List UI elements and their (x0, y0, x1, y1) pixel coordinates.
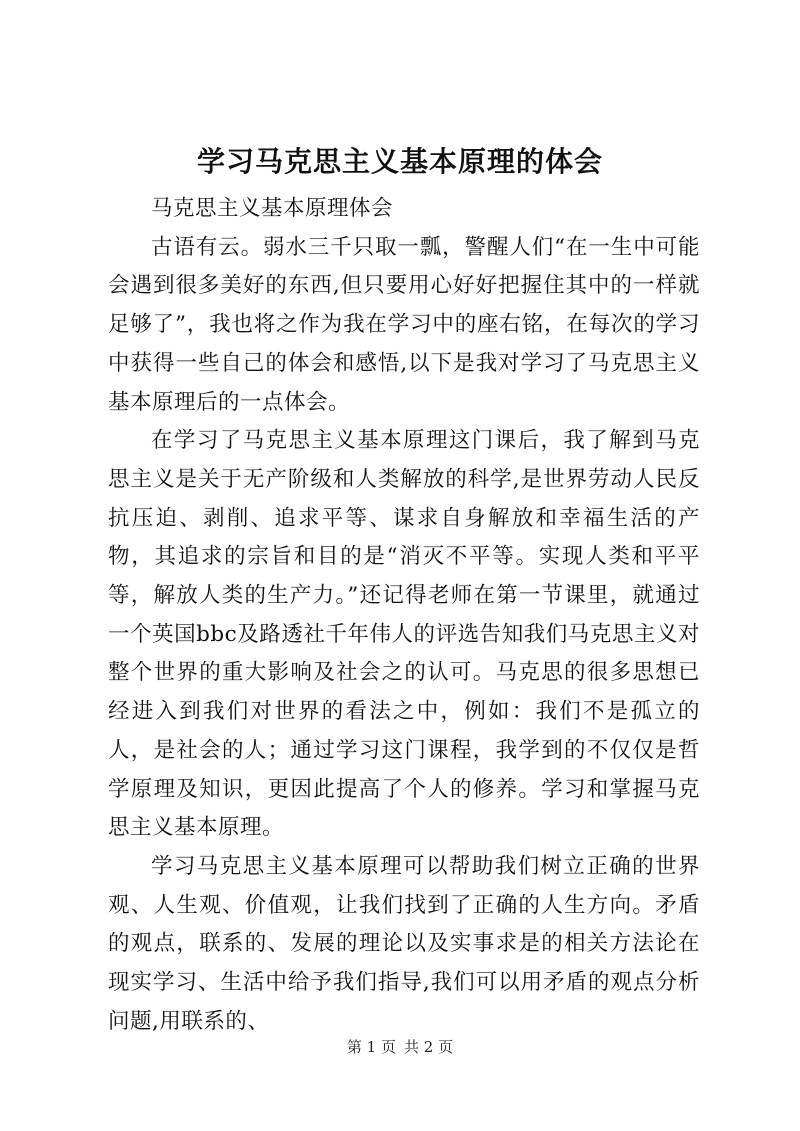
document-body (108, 190, 700, 1041)
paragraph: 古语有云。弱水三千只取一瓢，警醒人们“在一生中可能会遇到很多美好的东西,但只要用心好好把握住其中的一样就足够了”，我也将之作为我在学习中的座右铭，在每次的学习中获得一些自己的体会和感悟,以下是我对学习了马克思主义基本原理后的一点体会。 (108, 234, 700, 415)
paragraph: 学习马克思主义基本原理可以帮助我们树立正确的世界观、人生观、价值观，让我们找到了正确的人生方向。矛盾的观点，联系的、发展的理论以及实事求是的相关方法论在现实学习、生活中给予我们指导,我们可以用矛盾的观点分析问题,用联系的、 (108, 853, 700, 1034)
page-total: 共 2 页 (404, 1038, 454, 1056)
page-number: 第 1 页 (346, 1038, 396, 1056)
paragraph: 在学习了马克思主义基本原理这门课后，我了解到马克思主义是关于无产阶级和人类解放的科学,是世界劳动人民反抗压迫、剥削、追求平等、谋求自身解放和幸福生活的产物，其追求的宗旨和目的是“消灭不平等。实现人类和平平等，解放人类的生产力。”还记得老师在第一节课里，就通过一个英国bbc及路透社千年伟人的评选告知我们马克思主义对整个世界的重大影响及社会之的认可。马克思的很多思想已经进入到我们对世界的看法之中，例如：我们不是孤立的人，是社会的人；通过学习这门课程，我学到的不仅仅是哲学原理及知识，更因此提高了个人的修养。学习和掌握马克思主义基本原理。 (108, 428, 700, 841)
page-footer (0, 1036, 800, 1058)
paragraph-subtitle: 马克思主义基本原理体会 (151, 196, 394, 221)
document-title: 学习马克思主义基本原理的体会 (196, 145, 603, 178)
